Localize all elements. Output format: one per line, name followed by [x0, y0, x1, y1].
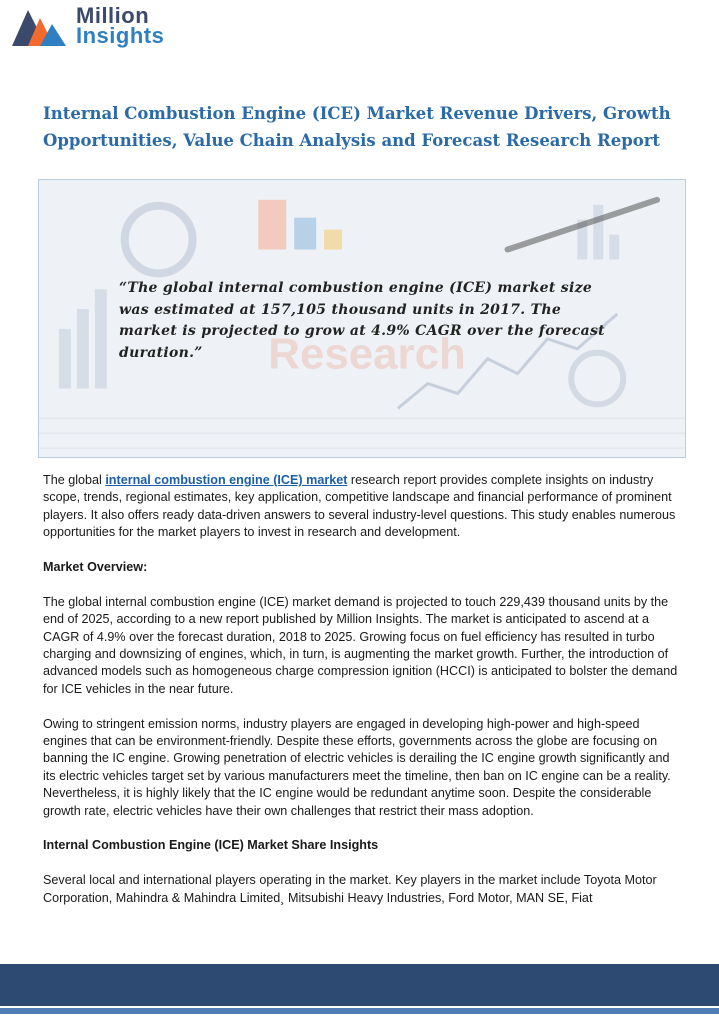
- footer-stripe: [0, 1008, 719, 1014]
- intro-paragraph: [43, 472, 683, 542]
- market-report-link[interactable]: internal combustion engine (ICE) market: [105, 473, 348, 487]
- page-title: Internal Combustion Engine (ICE) Market Revenue Drivers, Growth Opportunities, Value Chain Analysis and Forecast Research Report: [43, 104, 671, 150]
- share-paragraph-1: Several local and international players operating in the market. Key players in the market include Toyota Motor Corporation, Mahindra & Mahindra Limited¸ Mitsubishi Heavy Industries, Ford Motor, MAN SE, Fiat: [43, 873, 657, 905]
- brand-line-1: Million: [76, 3, 150, 28]
- intro-prefix: The global: [43, 473, 106, 487]
- brand-line-2: Insights: [76, 23, 165, 48]
- article-body: [43, 472, 683, 924]
- overview-paragraph-1: The global internal combustion engine (ICE) market demand is projected to touch 229,439 thousand units by the end of 2025, according to a new report published by Million Insights. The market is anticipated to ascend at a CAGR of 4.9% over the forecast duration, 2018 to 2025. Growing focus on fuel efficiency has resulted in turbo charging and downsizing of engines, which, in turn, is augmenting the market growth. Further, the introduction of advanced models such as homogeneous charge compression ignition (HCCI) is anticipated to bolster the demand for ICE vehicles in the near future.: [43, 594, 678, 696]
- share-insights-heading: Internal Combustion Engine (ICE) Market Share Insights: [43, 838, 379, 853]
- brand-name: [76, 3, 165, 48]
- overview-paragraph-2: Owing to stringent emission norms, industry players are engaged in developing high-power and high-speed engines that can be environment-friendly. Despite these efforts, governments across the globe are focusing on banning the IC engine. Growing penetration of electric vehicles is derailing the IC engine growth significantly and its electric vehicles target set by various manufacturers meet the timeline, then ban on IC engine can be a reality. Nevertheless, it is highly likely that the IC engine would be redundant anytime soon. Despite the considerable growth rate, electric vehicles have their own challenges that restrict their mass adoption.: [43, 716, 671, 818]
- footer-bar: [0, 964, 719, 1006]
- brand-logo[interactable]: [10, 4, 180, 50]
- quote-banner: [38, 179, 686, 458]
- banner-watermark-word: Research: [268, 329, 466, 379]
- intro-suffix: research report provides complete insights on industry scope, trends, regional estimates, key application, competitive landscape and financial performance of prominent players. It also offers ready data-driven answers to several industry-level questions. This study enables numerous opportunities for the market players to invest in research and development.: [43, 473, 676, 540]
- market-overview-heading: Market Overview:: [43, 560, 148, 575]
- banner-quote: “The global internal combustion engine (ICE) market size was estimated at 157,105 thousand units in 2017. The market is projected to grow at 4.9% CAGR over the forecast duration.”: [119, 280, 605, 361]
- million-insights-logo-icon: [10, 4, 68, 48]
